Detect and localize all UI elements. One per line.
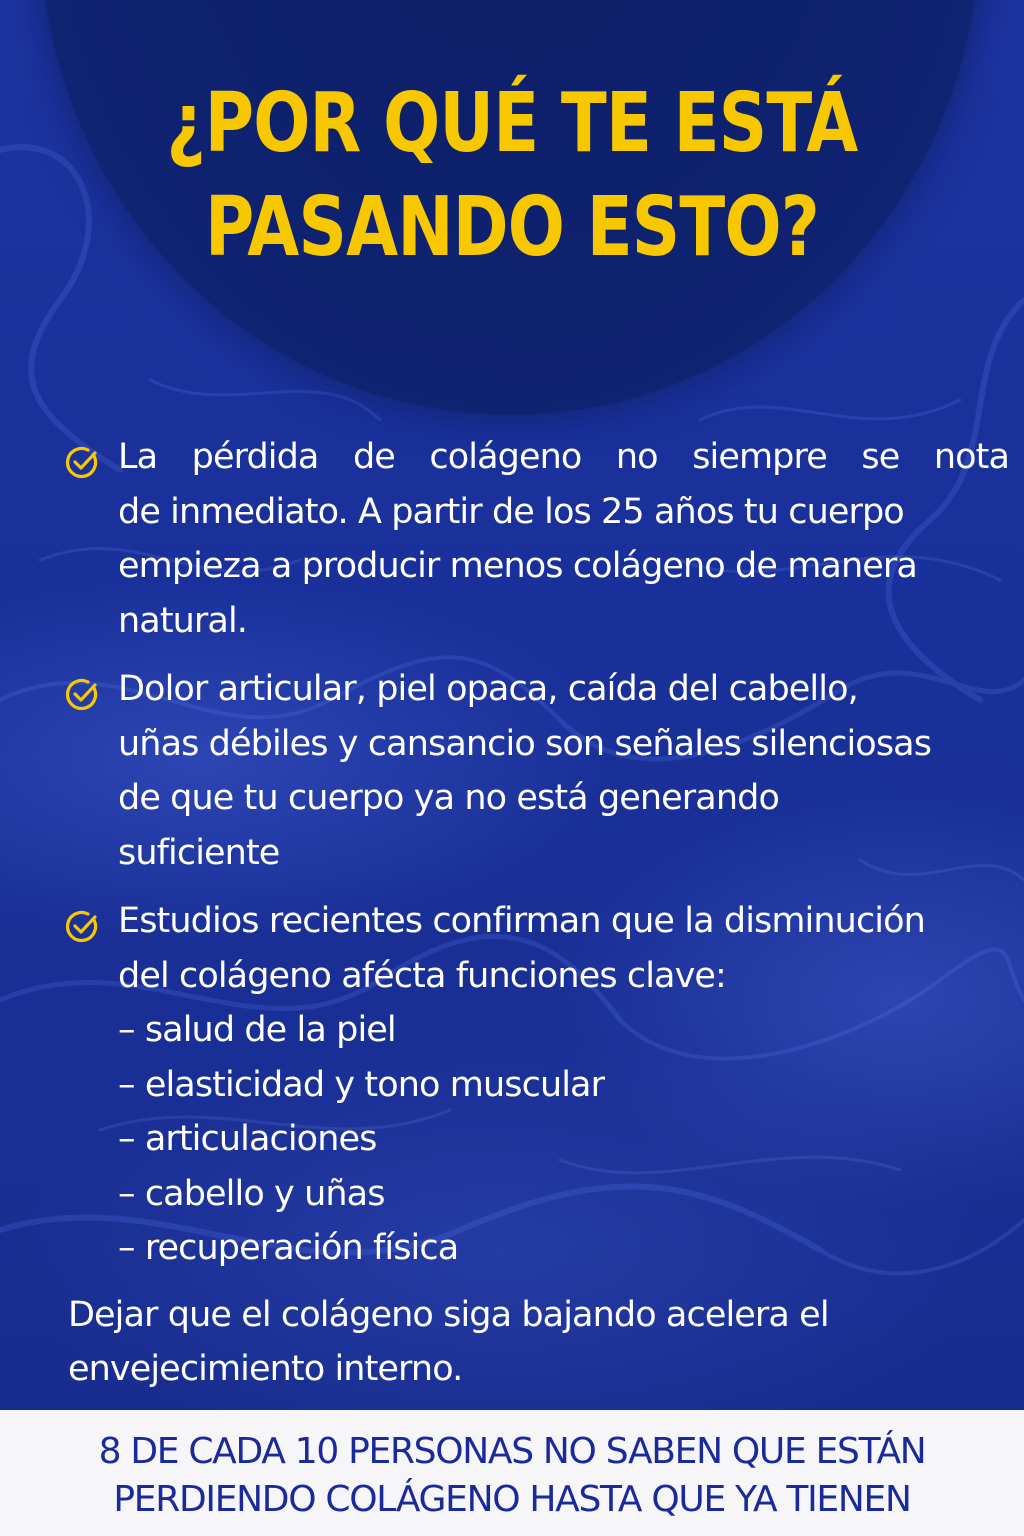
closing-line-2: envejecimiento interno.	[68, 1349, 463, 1389]
bullet-line: natural.	[118, 600, 248, 641]
sub-list	[118, 1003, 1009, 1276]
bullet-line: de inmediato. A partir de los 25 años tu cuerpo	[118, 491, 904, 532]
sub-list-item: – cabello y uñas	[118, 1173, 385, 1214]
bullet-line: de que tu cuerpo ya no está generando	[118, 778, 779, 818]
bullet-line: suficiente	[118, 832, 280, 873]
list-item	[64, 430, 1009, 648]
page-title	[92, 72, 932, 280]
bullet-list	[64, 430, 1009, 1290]
bullet-line: empieza a producir menos colágeno de manera	[118, 546, 917, 586]
sub-list-item: – articulaciones	[118, 1119, 377, 1159]
check-circle-icon	[64, 676, 100, 712]
footer-text	[0, 1428, 1024, 1524]
title-line-1: ¿POR QUÉ TE ESTÁ	[166, 76, 858, 171]
bullet-line: Dolor articular, piel opaca, caída del cabello,	[118, 669, 858, 709]
check-circle-icon	[64, 444, 100, 480]
sub-list-item: – recuperación física	[118, 1228, 459, 1268]
check-circle-icon	[64, 908, 100, 944]
footer-line-1: 8 DE CADA 10 PERSONAS NO SABEN QUE ESTÁN	[98, 1431, 926, 1472]
list-item	[64, 894, 1009, 1276]
closing-statement	[68, 1288, 968, 1396]
bullet-line: La pérdida de colágeno no siempre se nota	[118, 437, 1009, 477]
footer-banner	[0, 1410, 1024, 1536]
list-item	[64, 662, 1009, 880]
title-line-2: PASANDO ESTO?	[204, 180, 820, 275]
sub-list-item: – elasticidad y tono muscular	[118, 1064, 605, 1105]
closing-line-1: Dejar que el colágeno siga bajando acelera el	[68, 1295, 829, 1335]
footer-line-2: PERDIENDO COLÁGENO HASTA QUE YA TIENEN	[113, 1479, 911, 1520]
bullet-line: uñas débiles y cansancio son señales silenciosas	[118, 723, 932, 764]
bullet-line: del colágeno afécta funciones clave:	[118, 955, 726, 996]
bullet-line: Estudios recientes confirman que la disminución	[118, 901, 925, 941]
sub-list-item: – salud de la piel	[118, 1010, 396, 1050]
